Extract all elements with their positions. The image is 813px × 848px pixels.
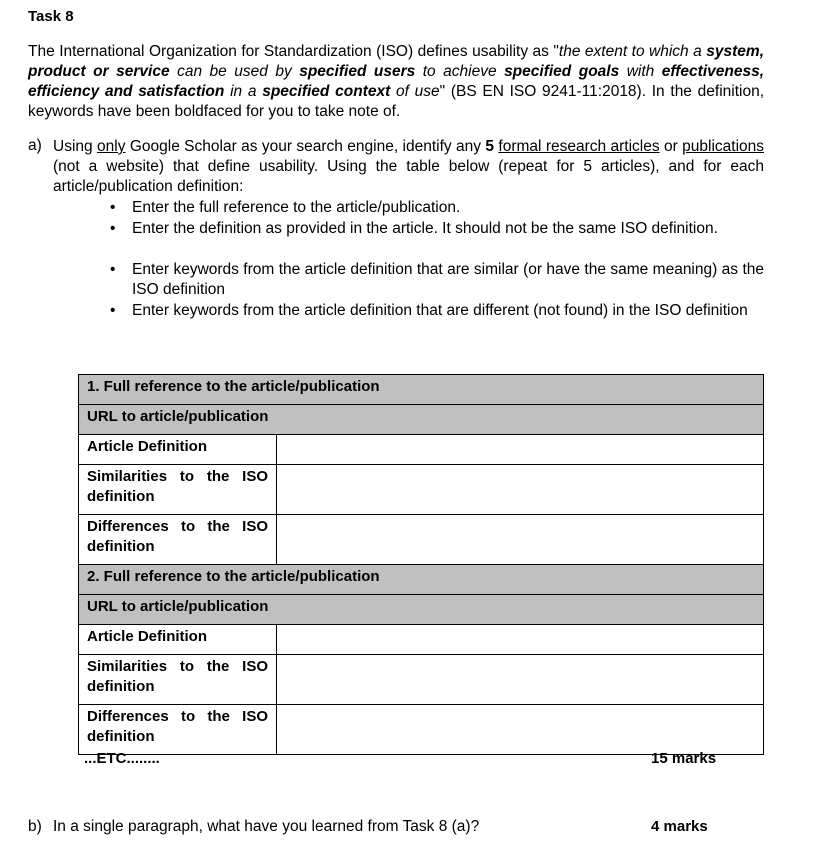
bullet-icon: • [110,199,116,216]
intro-segment: with [619,63,662,80]
bullet-icon: • [110,302,116,319]
intro-segment: system, product or service [28,43,764,80]
definition-input-cell[interactable] [277,625,764,655]
list-item-text: Enter keywords from the article definition that are different (not found) in the ISO definition [132,302,748,319]
definition-label: Article Definition [79,435,277,465]
differences-label: Differences to the ISO definition [79,705,277,755]
bullet-icon: • [110,261,116,278]
reference-cell[interactable]: 1. Full reference to the article/publication [79,375,764,405]
similarities-row [79,465,764,515]
text-formal-articles: formal research articles [498,138,660,155]
definition-label: Article Definition [79,625,277,655]
intro-paragraph [28,42,764,122]
article-table [78,374,764,755]
intro-segment: in a [224,83,263,100]
text-publications: publications [682,138,765,155]
intro-segment: the extent to which a [558,43,707,60]
similarities-label: Similarities to the ISO definition [79,655,277,705]
list-item [110,301,764,321]
text: or [659,138,683,155]
question-b-text: In a single paragraph, what have you learned from Task 8 (a)? [53,818,480,835]
similarities-row [79,655,764,705]
list-item-text: Enter the definition as provided in the article. It should not be the same ISO definition. [132,220,718,237]
text-five: 5 [485,138,494,155]
intro-segment: specified users [299,63,416,80]
text: (not a website) that define usability. Using the table below (repeat for 5 articles), and for each article/publication definition: [53,158,764,195]
marks-a: 15 marks [651,750,717,767]
url-cell[interactable]: URL to article/publication [79,405,764,435]
list-item [110,198,764,218]
similarities-input-cell[interactable] [277,655,764,705]
intro-segment: to achieve [415,63,505,80]
text-only: only [97,138,126,155]
list-item-text: Enter keywords from the article definition that are similar (or have the same meaning) as the ISO definition [132,261,764,298]
intro-segment: specified goals [504,63,620,80]
url-cell[interactable]: URL to article/publication [79,595,764,625]
reference-row [79,565,764,595]
question-b-label: b) [28,818,42,835]
similarities-label: Similarities to the ISO definition [79,465,277,515]
similarities-input-cell[interactable] [277,465,764,515]
task-title: Task 8 [28,8,74,25]
list-item [110,260,764,300]
differences-row [79,515,764,565]
bullet-icon: • [110,220,116,237]
text: Google Scholar as your search engine, identify any [125,138,486,155]
etc-note: ...ETC........ [84,750,160,767]
question-a-text [53,137,764,197]
differences-input-cell[interactable] [277,705,764,755]
intro-segment: can be used by [169,63,300,80]
differences-input-cell[interactable] [277,515,764,565]
intro-segment: " (BS EN ISO 9241-11:2018). In the definition, keywords have been boldfaced for you to take note of. [28,83,765,120]
list-item-text: Enter the full reference to the article/publication. [132,199,461,216]
reference-cell[interactable]: 2. Full reference to the article/publication [79,565,764,595]
intro-segment: The International Organization for Standardization (ISO) defines usability as " [28,43,559,60]
reference-row [79,375,764,405]
url-row [79,405,764,435]
intro-segment: of use [390,83,440,100]
text: Using [53,138,98,155]
question-a-label: a) [28,137,42,154]
differences-label: Differences to the ISO definition [79,515,277,565]
url-row [79,595,764,625]
intro-segment: effectiveness, efficiency and satisfaction [28,63,764,100]
intro-segment: specified context [262,83,391,100]
definition-input-cell[interactable] [277,435,764,465]
definition-row [79,625,764,655]
differences-row [79,705,764,755]
list-item [110,219,764,239]
definition-row [79,435,764,465]
marks-b: 4 marks [651,818,708,835]
